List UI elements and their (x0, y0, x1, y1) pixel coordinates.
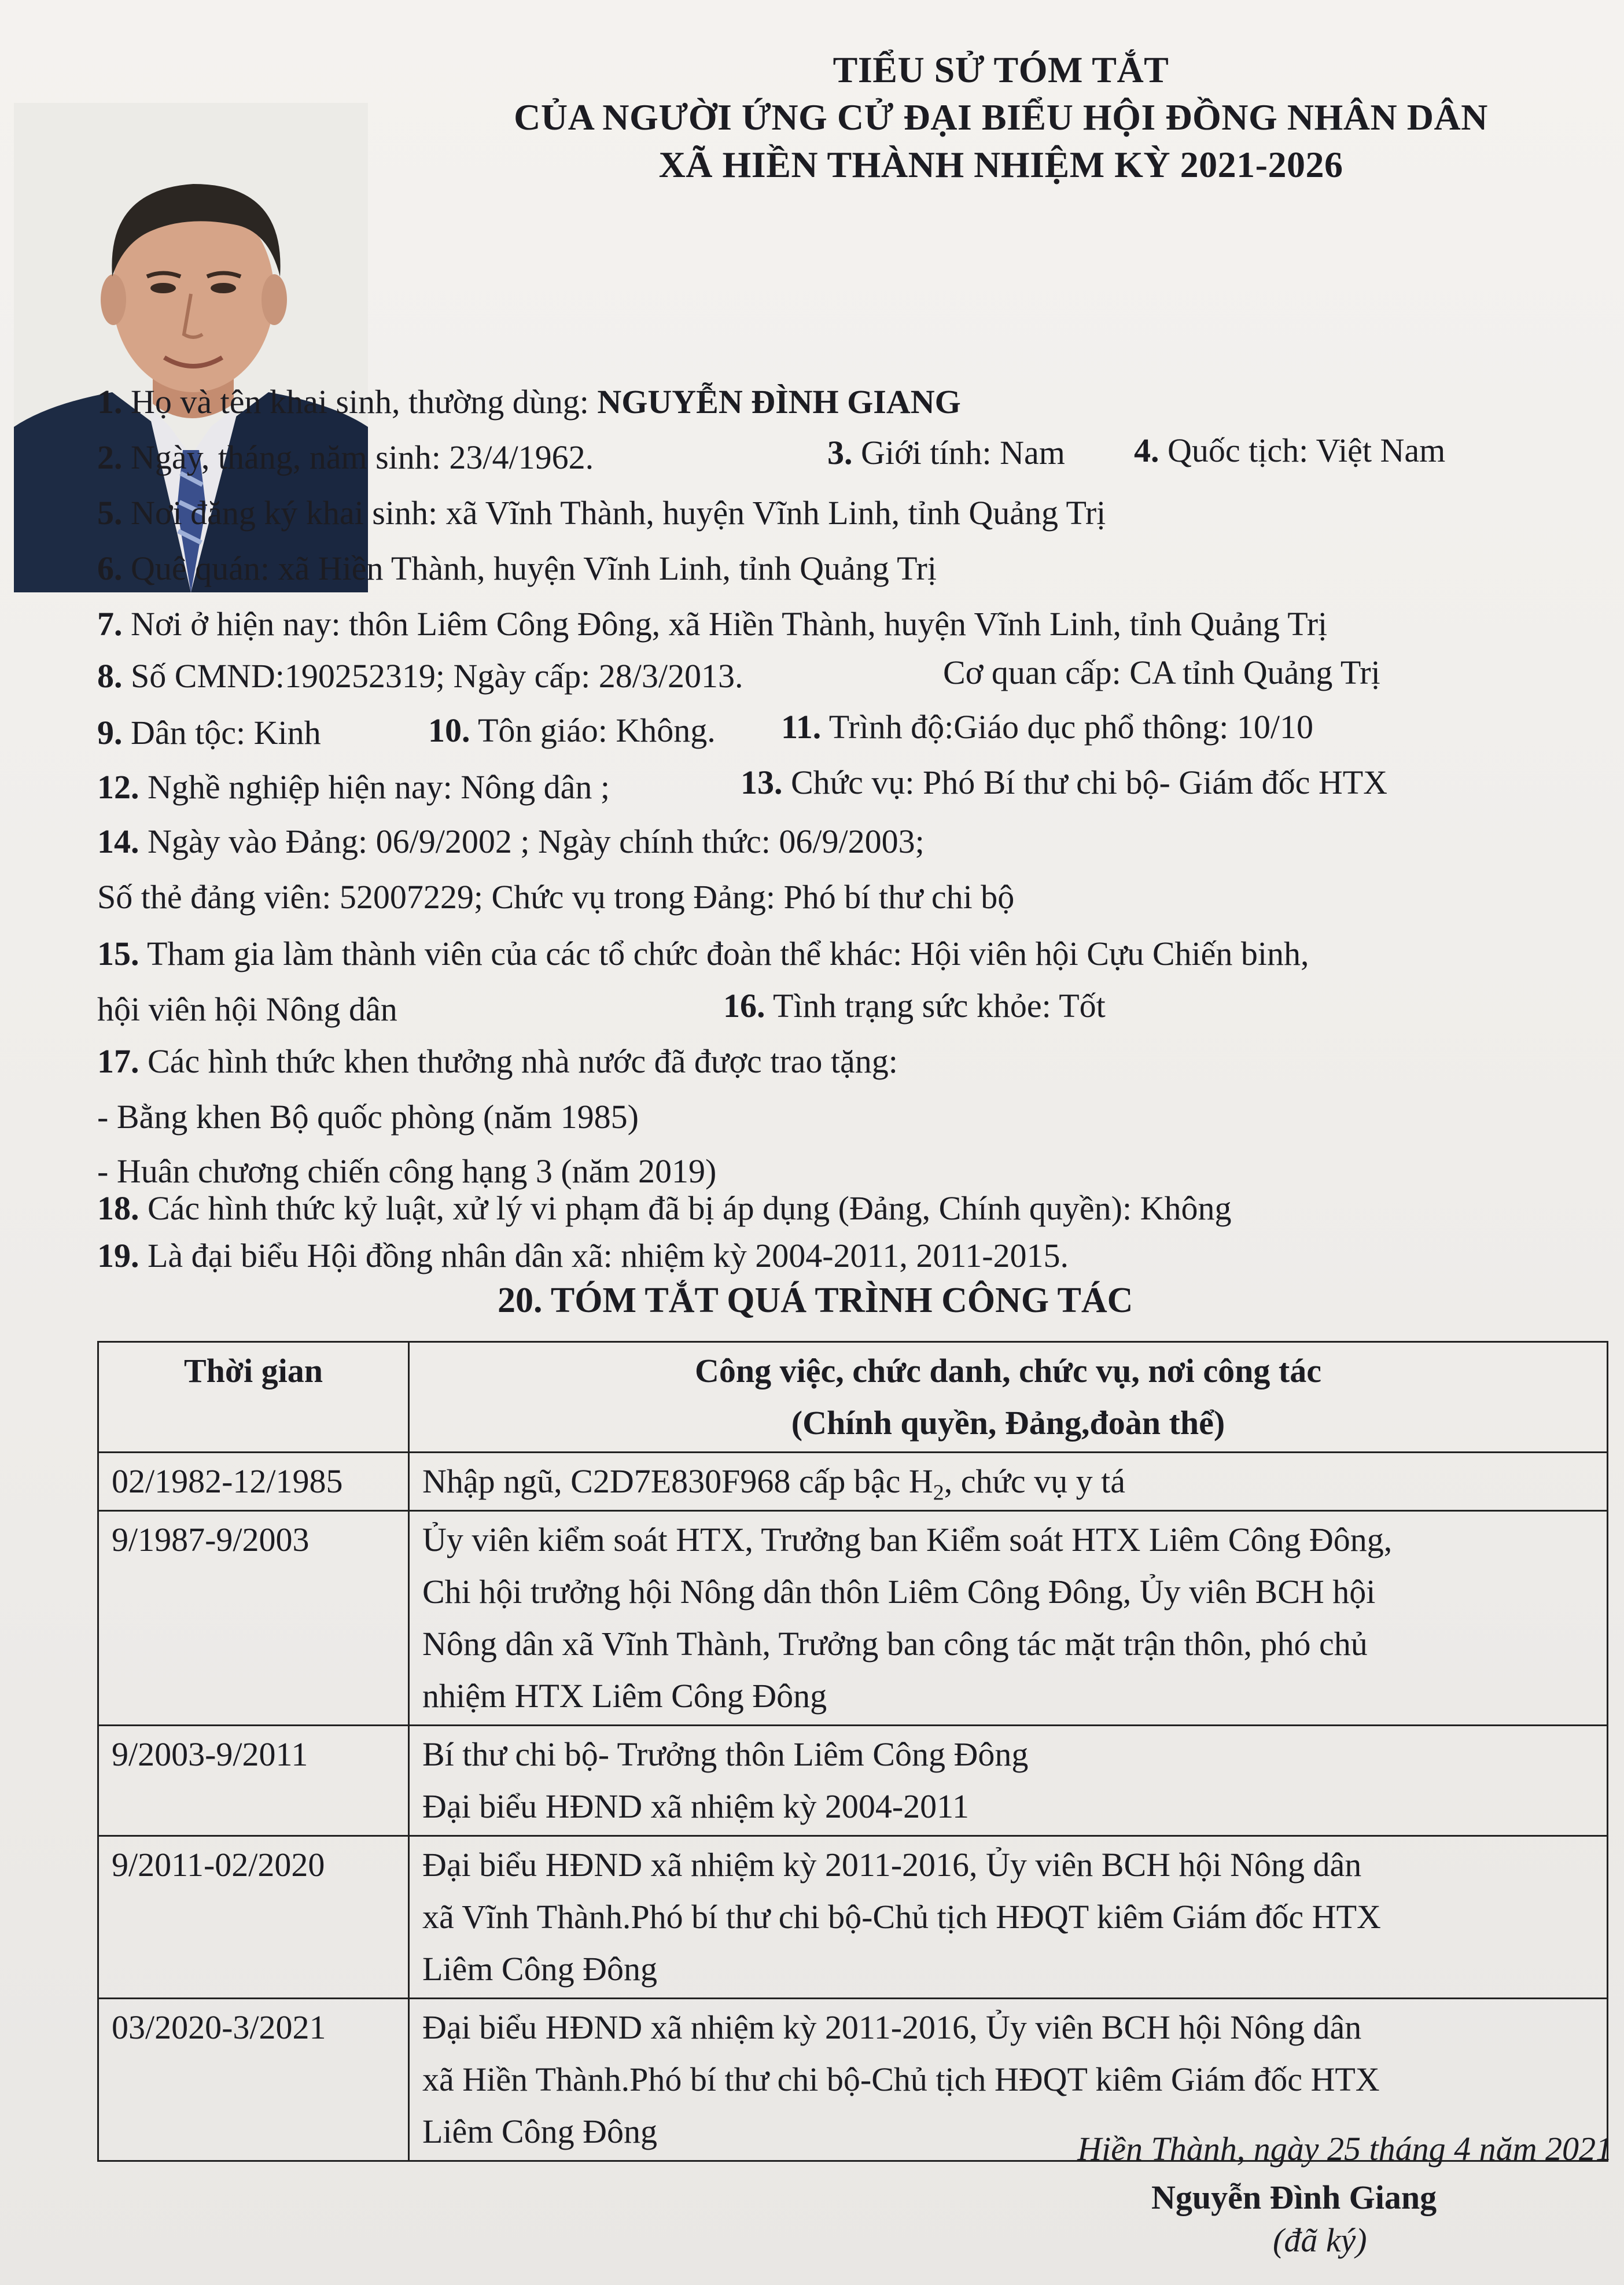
field-text: Quê quán: xã Hiền Thành, huyện Vĩnh Linh, tỉnh Quảng Trị (122, 550, 937, 587)
cell-time: 03/2020-3/2021 (98, 1999, 409, 2161)
cell-line: xã Hiền Thành.Phó bí thư chi bộ-Chủ tịch HĐQT kiêm Giám đốc HTX (422, 2061, 1380, 2098)
candidate-name: NGUYỄN ĐÌNH GIANG (597, 383, 961, 421)
field-text: hội viên hội Nông dân (97, 990, 397, 1028)
field-religion (428, 710, 716, 751)
field-number: 8. (97, 657, 123, 695)
column-header-work-line: (Chính quyền, Đảng,đoàn thể) (791, 1404, 1225, 1442)
cell-line: xã Vĩnh Thành.Phó bí thư chi bộ-Chủ tịch HĐQT kiêm Giám đốc HTX (422, 1898, 1381, 1936)
field-label: Họ và tên khai sinh, thường dùng: (122, 383, 598, 421)
footer-place-date: Hiền Thành, ngày 25 tháng 4 năm 2021 (1077, 2130, 1612, 2168)
field-text: Nghề nghiệp hiện nay: Nông dân ; (139, 768, 610, 806)
field-birth-date (97, 437, 594, 478)
field-number: 9. (97, 714, 123, 751)
cell-time: 02/1982-12/1985 (98, 1453, 409, 1511)
header-title: TIỂU SỬ TÓM TẮT (833, 49, 1169, 90)
cell-line: , chức vụ y tá (944, 1462, 1126, 1500)
field-number: 12. (97, 768, 139, 806)
career-section-title: 20. TÓM TẮT QUÁ TRÌNH CÔNG TÁC (498, 1281, 1133, 1320)
cell-work (409, 1836, 1608, 1999)
table-row (98, 1836, 1608, 1999)
field-number: 18. (97, 1189, 139, 1227)
field-number: 1. (97, 383, 123, 421)
column-header-work (409, 1342, 1608, 1453)
field-text: Chức vụ: Phó Bí thư chi bộ- Giám đốc HTX (782, 764, 1388, 801)
field-number: 10. (428, 712, 470, 749)
field-education (781, 707, 1313, 747)
field-council-terms (97, 1236, 1069, 1276)
cell-line: Đại biểu HĐND xã nhiệm kỳ 2011-2016, Ủy viên BCH hội Nông dân (422, 2008, 1362, 2046)
header-subtitle: CỦA NGƯỜI ỨNG CỬ ĐẠI BIỂU HỘI ĐỒNG NHÂN DÂN (514, 97, 1488, 138)
cell-line: Nhập ngũ, C2D7E830F968 cấp bậc H (422, 1462, 933, 1500)
field-text: Các hình thức kỷ luật, xử lý vi phạm đã bị áp dụng (Đảng, Chính quyền): Không (139, 1189, 1232, 1227)
field-number: 16. (723, 987, 765, 1024)
field-party-card (97, 877, 1014, 917)
table-row (98, 1453, 1608, 1511)
field-nationality (1134, 430, 1445, 471)
signed-note: (đã ký) (1273, 2221, 1367, 2259)
field-text: Ngày, tháng, năm sinh: 23/4/1962. (122, 438, 594, 476)
table-row (98, 1726, 1608, 1836)
cell-line: Liêm Công Đông (422, 1950, 657, 1988)
cell-time: 9/2003-9/2011 (98, 1726, 409, 1836)
cell-line: Chi hội trưởng hội Nông dân thôn Liêm Công Đông, Ủy viên BCH hội (422, 1573, 1376, 1610)
document-header (440, 46, 1562, 189)
cell-work (409, 1726, 1608, 1836)
field-text: Ngày vào Đảng: 06/9/2002 ; Ngày chính thức: 06/9/2003; (139, 823, 925, 860)
cell-line: nhiệm HTX Liêm Công Đông (422, 1677, 827, 1715)
field-text: Các hình thức khen thưởng nhà nước đã được trao tặng: (139, 1042, 898, 1080)
field-number: 17. (97, 1042, 139, 1080)
field-text: - Bằng khen Bộ quốc phòng (năm 1985) (97, 1098, 639, 1136)
field-text: Dân tộc: Kinh (122, 714, 321, 751)
cell-line: Đại biểu HĐND xã nhiệm kỳ 2004-2011 (422, 1788, 970, 1825)
table-row (98, 1511, 1608, 1726)
field-number: 19. (97, 1237, 139, 1274)
field-number: 5. (97, 494, 123, 532)
field-full-name (97, 382, 961, 422)
cell-time: 9/1987-9/2003 (98, 1511, 409, 1726)
field-text: Tôn giáo: Không. (470, 712, 716, 749)
field-gender (827, 433, 1065, 473)
cell-line: Bí thư chi bộ- Trưởng thôn Liêm Công Đông (422, 1735, 1029, 1773)
field-number: 15. (97, 935, 139, 972)
field-organizations (97, 934, 1309, 974)
field-text: Là đại biểu Hội đồng nhân dân xã: nhiệm kỳ 2004-2011, 2011-2015. (139, 1237, 1069, 1274)
field-text: Tham gia làm thành viên của các tổ chức đoàn thể khác: Hội viên hội Cựu Chiến binh, (139, 935, 1309, 972)
field-party-dates (97, 821, 925, 862)
field-id-card (97, 656, 743, 696)
field-hometown (97, 548, 937, 589)
award-item (97, 1097, 639, 1137)
column-header-work-line: Công việc, chức danh, chức vụ, nơi công tác (695, 1352, 1321, 1390)
field-id-issuer (943, 653, 1380, 693)
table-header-row (98, 1342, 1608, 1453)
cell-line: Liêm Công Đông (422, 2113, 657, 2150)
field-text: Số thẻ đảng viên: 52007229; Chức vụ trong Đảng: Phó bí thư chi bộ (97, 878, 1015, 916)
cell-line: Ủy viên kiểm soát HTX, Trưởng ban Kiểm soát HTX Liêm Công Đông, (422, 1521, 1393, 1558)
field-number: 11. (781, 708, 822, 746)
cell-line: Nông dân xã Vĩnh Thành, Trưởng ban công tác mặt trận thôn, phó chủ (422, 1625, 1368, 1663)
field-number: 2. (97, 438, 123, 476)
field-text: Cơ quan cấp: CA tỉnh Quảng Trị (943, 654, 1380, 691)
field-text: Nơi ở hiện nay: thôn Liêm Công Đông, xã Hiền Thành, huyện Vĩnh Linh, tỉnh Quảng Trị (122, 605, 1328, 643)
cell-work (409, 1511, 1608, 1726)
career-table (97, 1341, 1608, 2162)
field-text: Tình trạng sức khỏe: Tốt (765, 987, 1106, 1024)
field-birth-registration (97, 493, 1106, 533)
field-current-residence (97, 604, 1327, 644)
field-text: Quốc tịch: Việt Nam (1159, 432, 1446, 469)
field-number: 13. (741, 764, 783, 801)
field-ethnicity (97, 713, 321, 753)
field-occupation (97, 767, 610, 808)
cell-time: 9/2011-02/2020 (98, 1836, 409, 1999)
cell-work (409, 1453, 1608, 1511)
field-text: Trình độ:Giáo dục phổ thông: 10/10 (821, 708, 1314, 746)
field-health (723, 986, 1106, 1026)
field-text: Nơi đăng ký khai sinh: xã Vĩnh Thành, huyện Vĩnh Linh, tỉnh Quảng Trị (122, 494, 1106, 532)
field-organizations-cont (97, 989, 397, 1030)
field-text: Số CMND:190252319; Ngày cấp: 28/3/2013. (122, 657, 743, 695)
field-awards (97, 1041, 898, 1082)
award-item (97, 1151, 716, 1192)
field-number: 4. (1134, 432, 1159, 469)
field-number: 3. (827, 434, 853, 471)
field-number: 7. (97, 605, 123, 643)
field-text: Giới tính: Nam (852, 434, 1065, 471)
header-term: XÃ HIỀN THÀNH NHIỆM KỲ 2021-2026 (658, 144, 1343, 185)
field-position (741, 762, 1387, 803)
field-number: 14. (97, 823, 139, 860)
cell-subscript: 2 (933, 1480, 944, 1505)
cell-line: Đại biểu HĐND xã nhiệm kỳ 2011-2016, Ủy viên BCH hội Nông dân (422, 1846, 1362, 1884)
field-discipline (97, 1188, 1231, 1229)
field-number: 6. (97, 550, 123, 587)
field-text: - Huân chương chiến công hạng 3 (năm 2019) (97, 1152, 717, 1190)
signer-name: Nguyễn Đình Giang (1151, 2179, 1437, 2216)
column-header-time: Thời gian (98, 1342, 409, 1453)
